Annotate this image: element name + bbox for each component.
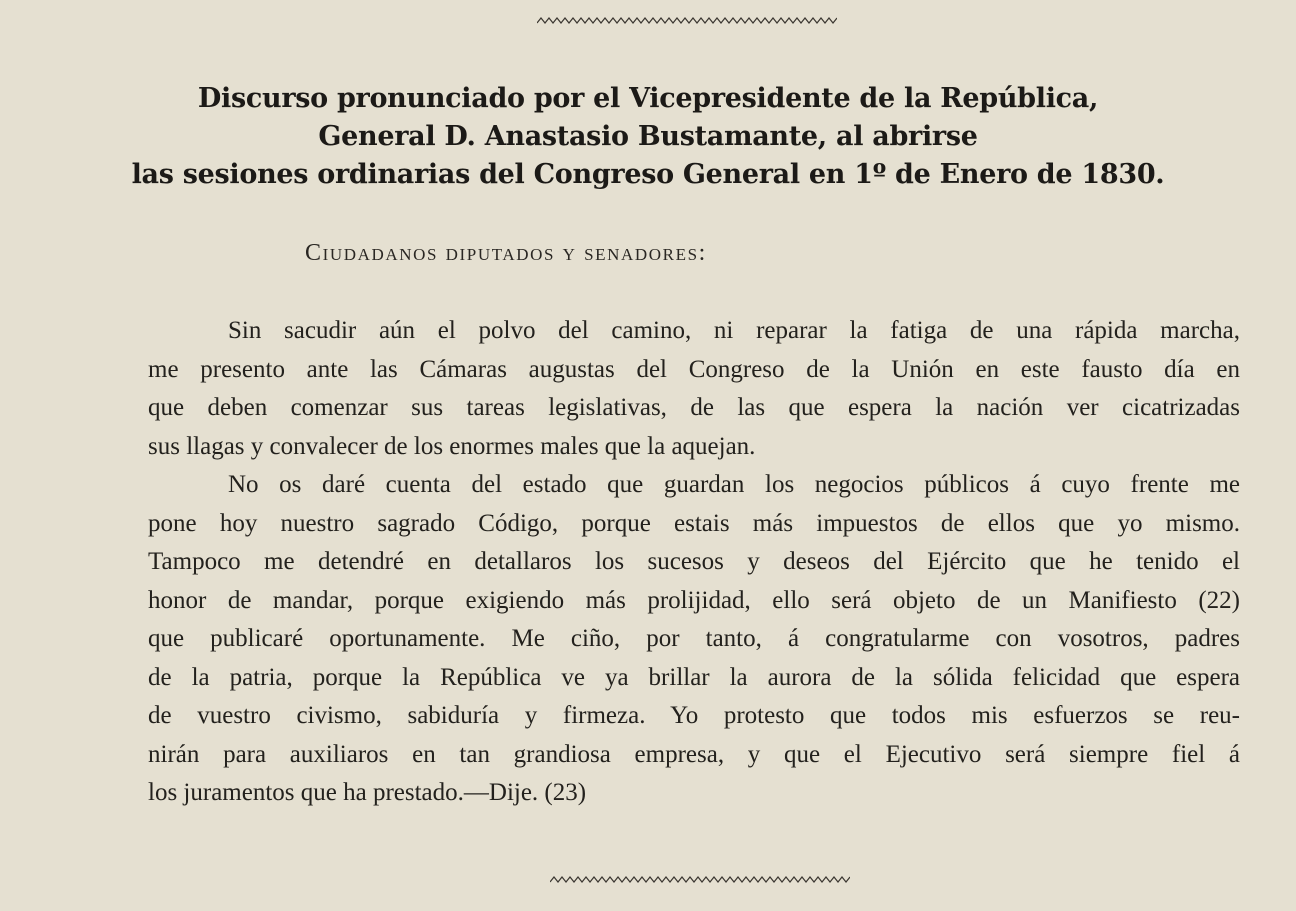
wavy-rule-icon (550, 873, 850, 885)
text-line: que deben comenzar sus tareas legislativas, de las que espera la nación ver cicatrizadas (148, 394, 1240, 421)
title-line-1: Discurso pronunciado por el Vicepresidente de la República, (197, 83, 1099, 114)
title-line-3: las sesiones ordinarias del Congreso General en 1º de Enero de 1830. (131, 159, 1165, 190)
text-line: pone hoy nuestro sagrado Código, porque estais más impuestos de ellos que yo mismo. (148, 509, 1240, 537)
text-line: Tampoco me detendré en detallaros los sucesos y deseos del Ejército que he tenido el (148, 548, 1240, 575)
text-line: de la patria, porque la República ve ya brillar la aurora de la sólida felicidad que espera (148, 663, 1240, 691)
bottom-ornament (550, 873, 850, 885)
text-line: honor de mandar, porque exigiendo más prolijidad, ello será objeto de un Manifiesto (22) (148, 586, 1240, 614)
text-line: los juramentos que ha prestado.—Dije. (23) (148, 779, 587, 806)
wavy-rule-icon (537, 14, 837, 26)
speech-body (148, 312, 1240, 813)
salutation: Ciudadanos diputados y senadores: (305, 240, 707, 266)
text-line: nirán para auxiliaros en tan grandiosa empresa, y que el Ejecutivo será siempre fiel á (148, 740, 1240, 768)
page-title (0, 80, 1296, 194)
text-line: de vuestro civismo, sabiduría y firmeza. Yo protesto que todos mis esfuerzos se reu- (148, 702, 1240, 729)
text-line: sus llagas y convalecer de los enormes males que la aquejan. (148, 432, 756, 460)
paragraph-1 (148, 312, 1240, 466)
text-line: Sin sacudir aún el polvo del camino, ni reparar la fatiga de una rápida marcha, (228, 317, 1240, 344)
paragraph-2 (148, 466, 1240, 813)
text-line: me presento ante las Cámaras augustas del Congreso de la Unión en este fausto día en (148, 355, 1240, 383)
text-line: No os daré cuenta del estado que guardan los negocios públicos á cuyo frente me (228, 471, 1240, 498)
title-line-2: General D. Anastasio Bustamante, al abrirse (318, 121, 978, 152)
text-line: que publicaré oportunamente. Me ciño, por tanto, á congratularme con vosotros, padres (148, 625, 1240, 652)
top-ornament (537, 14, 837, 26)
